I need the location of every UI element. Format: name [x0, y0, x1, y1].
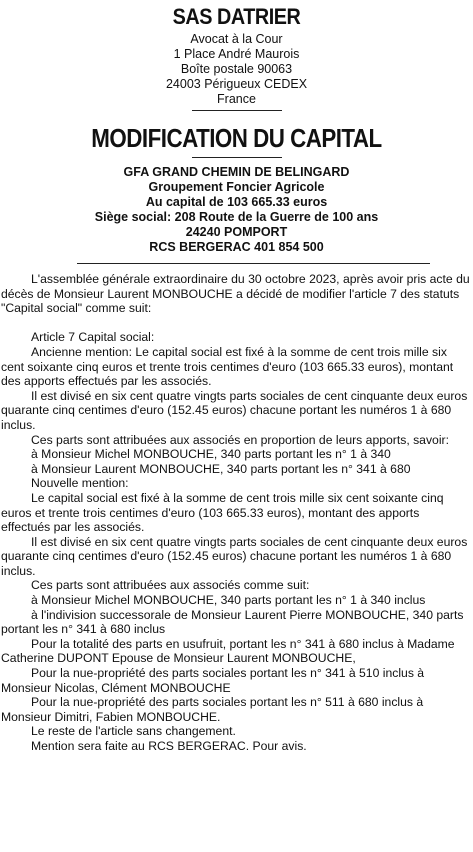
- notice-body: [1, 272, 471, 754]
- body-paragraph: Ces parts sont attribuées aux associés en proportion de leurs apports, savoir:: [31, 432, 449, 447]
- company-line: GFA GRAND CHEMIN DE BELINGARD: [123, 165, 350, 179]
- address-line: 24003 Périgueux CEDEX: [165, 77, 308, 91]
- company-line: Siège social: 208 Route de la Guerre de 100 ans: [94, 210, 379, 224]
- body-paragraph: Ancienne mention: Le capital social est fixé à la somme de cent trois mille six cent soixante cinq euros et trente trois centimes d'euro (103 665.33 euros), montant des apports effectués par les associés.: [1, 344, 454, 389]
- body-paragraph: Le reste de l'article sans changement.: [31, 724, 236, 739]
- divider: [192, 110, 282, 111]
- company-line: RCS BERGERAC 401 854 500: [149, 240, 324, 254]
- body-paragraph: à l'indivision successorale de Monsieur Laurent Pierre MONBOUCHE, 340 parts portant les n° 341 à 680 inclus: [1, 607, 464, 637]
- firm-name: SAS DATRIER: [172, 4, 301, 29]
- company-line: 24240 POMPORT: [185, 225, 288, 239]
- body-paragraph: Il est divisé en six cent quatre vingts parts sociales de cent cinquante deux euros quarante cinq centimes d'euro (152.45 euros) chacune portant les numéros 1 à 680 inclus.: [1, 388, 468, 432]
- company-line: Groupement Foncier Agricole: [148, 180, 325, 194]
- company-line: Au capital de 103 665.33 euros: [145, 195, 328, 209]
- body-paragraph: Pour la nue-propriété des parts sociales portant les n° 511 à 680 inclus à Monsieur Dimitri, Fabien MONBOUCHE.: [1, 695, 424, 724]
- body-paragraph: Pour la totalité des parts en usufruit, portant les n° 341 à 680 inclus à Madame Catherine DUPONT Epouse de Monsieur Laurent MONBOUCHE,: [1, 636, 455, 666]
- body-paragraph: Mention sera faite au RCS BERGERAC. Pour avis.: [31, 739, 307, 753]
- address-line: Boîte postale 90063: [180, 62, 293, 76]
- body-paragraph: Article 7 Capital social:: [31, 330, 155, 345]
- body-paragraph: à Monsieur Laurent MONBOUCHE, 340 parts portant les n° 341 à 680: [31, 461, 411, 476]
- address-line: Avocat à la Cour: [190, 32, 283, 46]
- body-paragraph: L'assemblée générale extraordinaire du 30 octobre 2023, après avoir pris acte du décès de Monsieur Laurent MONBOUCHE a décidé de modifier l'article 7 des statuts "Capital social" comme suit:: [1, 272, 470, 316]
- body-paragraph: Ces parts sont attribuées aux associés comme suit:: [31, 578, 310, 593]
- divider: [77, 263, 430, 264]
- body-paragraph: Pour la nue-propriété des parts sociales portant les n° 341 à 510 inclus à Monsieur Nicolas, Clément MONBOUCHE: [1, 666, 425, 695]
- divider: [192, 157, 282, 158]
- body-paragraph: Nouvelle mention:: [31, 476, 129, 491]
- address-line: France: [217, 92, 256, 106]
- address-line: 1 Place André Maurois: [173, 47, 300, 61]
- notice-title: MODIFICATION DU CAPITAL: [91, 123, 382, 153]
- company-info: [0, 165, 473, 255]
- body-paragraph: à Monsieur Michel MONBOUCHE, 340 parts portant les n° 1 à 340: [31, 447, 391, 462]
- body-paragraph: Le capital social est fixé à la somme de cent trois mille six cent soixante cinq euros et trente trois centimes d'euro (103 665.33 euros), montant des apports effectués par les associés.: [1, 490, 444, 535]
- body-paragraph: à Monsieur Michel MONBOUCHE, 340 parts portant les n° 1 à 340 inclus: [31, 593, 426, 608]
- body-paragraph: Il est divisé en six cent quatre vingts parts sociales de cent cinquante deux euros quarante cinq centimes d'euro (152.45 euros) chacune portant les numéros 1 à 680 inclus.: [1, 534, 468, 578]
- firm-address: [0, 32, 473, 107]
